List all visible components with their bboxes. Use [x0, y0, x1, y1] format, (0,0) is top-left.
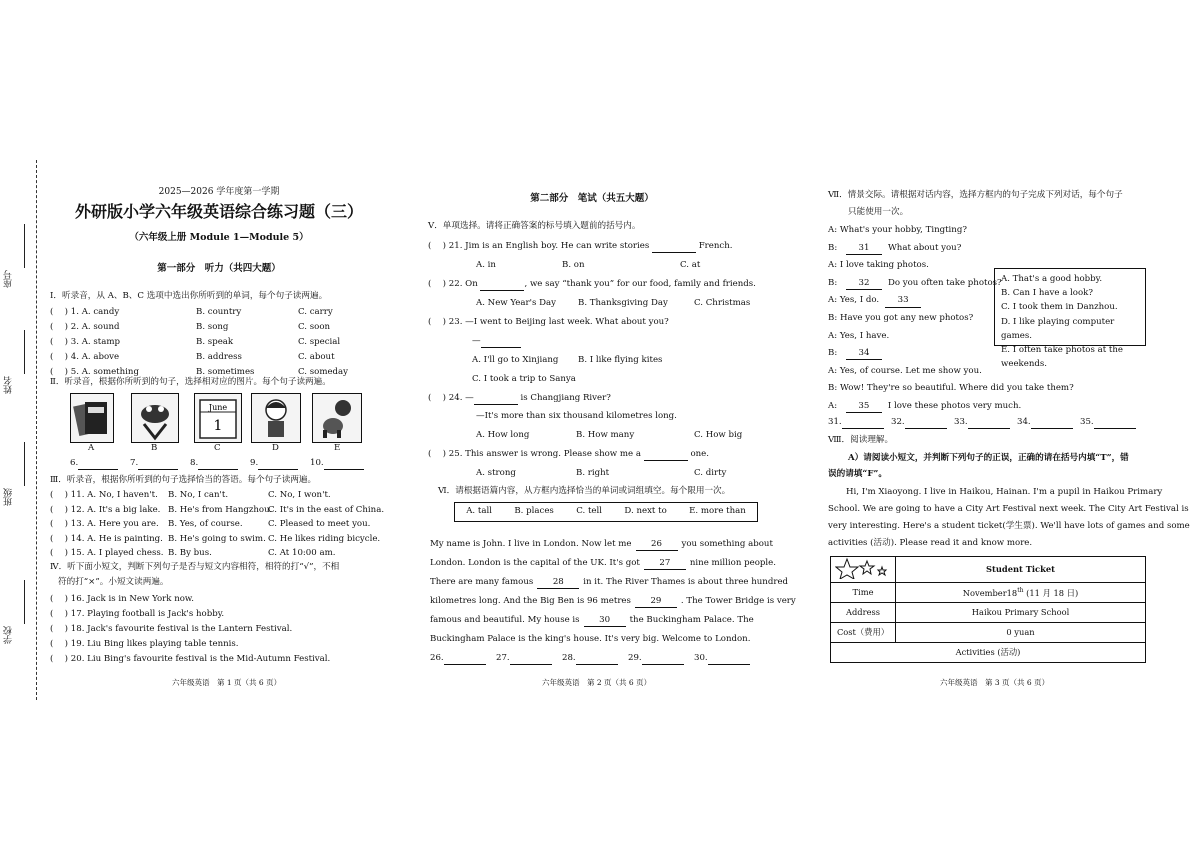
passage-text: famous and beautiful. My house is: [430, 615, 580, 625]
section-5-heading: Ⅴ．单项选择。请将正确答案的标号填入题前的括号内。: [428, 221, 641, 231]
answer-line[interactable]: [905, 417, 947, 429]
ticket-time-main: November18: [962, 587, 1018, 598]
dialog-line-9: [828, 366, 982, 377]
page-title: 外研版小学六年级英语综合练习题（三）: [74, 202, 363, 221]
paragraph-line-1: Hi, I'm Xiaoyong. I live in Haikou, Hainan. I'm a pupil in Haikou Primary: [846, 487, 1163, 497]
q22-end: , we say “thank you” for our food, family and friends.: [524, 279, 756, 289]
passage-blank-27[interactable]: 27: [644, 558, 686, 570]
q25-opt-a: A. strong: [476, 468, 516, 478]
item-5-option-c: C. someday: [298, 367, 349, 377]
ticket-activities: Activities (活动): [831, 642, 1146, 662]
q24-text: ( ) 24. —: [428, 393, 474, 403]
item-2-option-a: ( ) 2. A. sound: [50, 322, 120, 332]
answer-line[interactable]: [444, 653, 486, 665]
dialog-line-8: [828, 348, 888, 360]
answer-blank-number: 34.: [1017, 417, 1031, 427]
q23-opt-c: C. I took a trip to Sanya: [472, 374, 576, 384]
q23-blank[interactable]: [481, 336, 521, 348]
answer-blank-number: 33.: [954, 417, 968, 427]
name-field: [4, 376, 30, 394]
item-12-option-b: B. He's from Hangzhou.: [168, 504, 273, 515]
answer-line[interactable]: [968, 417, 1010, 429]
passage-text: kilometres long. And the Big Ben is 96 metres: [430, 596, 631, 606]
section-7-heading-line2: 只能使用一次。: [848, 207, 909, 217]
ticket-address-value: Haikou Primary School: [896, 602, 1146, 622]
q25-opt-c: C. dirty: [694, 468, 727, 478]
dialog-line-1: [828, 225, 967, 236]
answer-line[interactable]: [1094, 417, 1136, 429]
q24-blank[interactable]: [474, 393, 518, 405]
speaker: B:: [828, 383, 840, 394]
calendar-month: June: [208, 403, 228, 412]
dialog-text: Yes, I have.: [839, 330, 890, 341]
dialog-blank-35[interactable]: 35: [846, 401, 882, 413]
page-2-footer: 六年级英语 第 2 页（共 6 页）: [542, 678, 652, 687]
speaker: A:: [828, 260, 840, 271]
dialog-text: Wow! They're so beautiful. Where did you take them?: [839, 383, 1074, 394]
answer-blank-31[interactable]: [828, 417, 884, 429]
class-line: [24, 442, 25, 486]
dialog-text: Have you got any new photos?: [839, 313, 974, 323]
passage-line-5: [430, 615, 754, 627]
dialog-text: Do you often take photos?: [887, 277, 1002, 288]
q22-opt-b: B. Thanksgiving Day: [578, 298, 668, 308]
ticket-title: Student Ticket: [896, 557, 1146, 583]
answer-blank-number: 31.: [828, 417, 842, 427]
dialog-line-7: [828, 331, 889, 342]
dialog-text: I love taking photos.: [839, 260, 929, 271]
question-25: [428, 449, 709, 461]
ticket-cost-label: Cost（费用）: [831, 622, 896, 642]
passage-line-4: [430, 596, 796, 608]
answer-line[interactable]: [138, 458, 178, 470]
picture-blank-number: 6.: [70, 458, 79, 468]
picture-d-boy: [251, 393, 301, 443]
picture-blank-7[interactable]: [130, 458, 178, 470]
dialog-line-10: [828, 383, 1074, 394]
speaker: A:: [828, 225, 840, 235]
page-1: [44, 0, 394, 849]
section-6-heading: Ⅵ．请根据语篇内容，从方框内选择恰当的单词或词组填空。每个限用一次。: [438, 486, 731, 496]
item-2-option-c: C. soon: [298, 322, 331, 332]
picture-blank-8[interactable]: [190, 458, 238, 470]
judge-item-20: ( ) 20. Liu Bing's favourite festival is the Mid-Autumn Festival.: [50, 654, 331, 664]
dialog-text: What about you?: [887, 242, 962, 253]
section-4-heading-line1: Ⅳ．听下面小短文，判断下列句子是否与短文内容相符，相符的打“√”，不相: [50, 562, 340, 572]
picture-a-books: [70, 393, 114, 443]
section-7-heading-line1: Ⅶ．情景交际。请根据对话内容，选择方框内的句子完成下列对话，每个句子: [828, 190, 1123, 200]
passage-text: the Buckingham Palace. The: [629, 615, 754, 625]
passage-line-3: [430, 577, 788, 589]
q23-answer-line: [472, 336, 521, 348]
speaker: B:: [828, 242, 840, 253]
passage-text: . The Tower Bridge is very: [680, 596, 796, 606]
item-15-option-c: C. At 10:00 am.: [268, 548, 336, 558]
q21-opt-c: C. at: [680, 260, 701, 270]
item-4-option-a: ( ) 4. A. above: [50, 352, 120, 362]
passage-blank-28[interactable]: 28: [537, 577, 579, 589]
item-3-option-a: ( ) 3. A. stamp: [50, 337, 121, 347]
question-21: [428, 241, 733, 253]
item-12-option-c: C. It's in the east of China.: [268, 504, 385, 515]
speaker: A:: [828, 295, 840, 306]
question-24: [428, 393, 611, 405]
answer-blank-number: 29.: [628, 653, 642, 663]
page-3-footer: 六年级英语 第 3 页（共 6 页）: [940, 678, 1050, 687]
seat-field: [4, 270, 30, 288]
passage-blank-30[interactable]: 30: [584, 615, 626, 627]
answer-line[interactable]: [842, 417, 884, 429]
item-1-option-a: ( ) 1. A. candy: [50, 307, 120, 317]
answer-blank-number: 27.: [496, 653, 510, 663]
q23-opt-a: A. I'll go to Xinjiang: [472, 355, 559, 365]
ticket-time-value: [896, 582, 1146, 602]
item-13-option-b: B. Yes, of course.: [168, 519, 243, 529]
item-11-option-c: C. No, I won't.: [268, 490, 331, 500]
passage-blank-29[interactable]: 29: [635, 596, 677, 608]
item-11-option-b: B. No, I can't.: [168, 490, 229, 500]
calendar-day: 1: [213, 418, 223, 434]
item-1-option-b: B. country: [196, 307, 242, 317]
item-13-option-c: C. Pleased to meet you.: [268, 519, 371, 529]
school-field: [4, 626, 30, 644]
class-label: 班级: [4, 488, 14, 506]
answer-line[interactable]: [258, 458, 298, 470]
passage-last-line: Buckingham Palace is the king's house. It's very big. Welcome to London.: [430, 634, 751, 644]
word-option-e: E. more than: [689, 506, 746, 517]
picture-e-dog: [312, 393, 362, 443]
boy-icon: [252, 394, 300, 442]
dialog-line-5: [828, 295, 927, 307]
picture-blank-number: 10.: [310, 458, 324, 468]
passage-blank-26[interactable]: 26: [636, 539, 678, 551]
dialog-text: I love these photos very much.: [887, 401, 1022, 411]
answer-blank-number: 28.: [562, 653, 576, 663]
answer-blank-number: 30.: [694, 653, 708, 663]
section-1-heading: Ⅰ．听录音，从 A、B、C 选项中选出你所听到的单词，每个句子读两遍。: [50, 291, 328, 301]
item-15-option-b: B. By bus.: [168, 548, 212, 558]
books-icon: [71, 394, 113, 442]
item-15-option-a: ( ) 15. A. I played chess.: [50, 548, 164, 558]
dialog-line-11: [828, 401, 1021, 413]
item-11-option-a: ( ) 11. A. No, I haven't.: [50, 490, 158, 500]
seat-label: 座号: [4, 270, 14, 288]
q21-text: ( ) 21. Jim is an English boy. He can write stories: [428, 241, 650, 251]
q21-opt-a: A. in: [476, 260, 496, 270]
picture-label-a: A: [88, 443, 95, 453]
picture-b-nest: [131, 393, 179, 443]
answer-line[interactable]: [576, 653, 618, 665]
section-2-heading: Ⅱ．听录音，根据你所听到的句子，选择相对应的图片。每个句子读两遍。: [50, 377, 331, 387]
dialog-blank-34[interactable]: 34: [846, 348, 882, 360]
q22-opt-a: A. New Year's Day: [476, 298, 556, 308]
passage-text: nine million people.: [689, 558, 776, 568]
dialog-options-box: [994, 268, 1146, 370]
q24-opt-c: C. How big: [694, 430, 743, 440]
dialog-text: Yes, of course. Let me show you.: [839, 365, 982, 376]
section-3-heading: Ⅲ．听录音，根据你所听到的句子选择恰当的答语。每个句子读两遍。: [50, 475, 317, 485]
answer-line[interactable]: [642, 653, 684, 665]
picture-label-e: E: [334, 443, 341, 453]
page-3: [828, 0, 1190, 849]
answer-blank-33[interactable]: [954, 417, 1010, 429]
q24-opt-b: B. How many: [576, 430, 635, 440]
item-1-option-c: C. carry: [298, 307, 333, 317]
q23-dash: —: [472, 336, 481, 346]
passage-text: you something about: [681, 539, 773, 549]
answer-blank-number: 32.: [891, 417, 905, 427]
page-2: [424, 0, 796, 849]
answer-line[interactable]: [1031, 417, 1073, 429]
dialog-line-4: [828, 278, 1002, 290]
picture-blank-number: 9.: [250, 458, 259, 468]
dialog-blank-32[interactable]: 32: [846, 278, 882, 290]
paragraph-line-3: very interesting. Here's a student ticket(学生票). We'll have lots of games and some: [828, 521, 1190, 531]
q25-end: one.: [690, 449, 709, 459]
section-8a-line1: A）请阅读小短文，并判断下列句子的正误，正确的请在括号内填“T”，错: [848, 453, 1129, 463]
q21-blank[interactable]: [652, 241, 696, 253]
class-field: [4, 488, 30, 506]
item-14-option-a: ( ) 14. A. He is painting.: [50, 533, 163, 544]
speaker: A:: [828, 401, 840, 411]
word-option-c: C. tell: [576, 506, 603, 517]
ticket-time-cn: (11 月 18 日): [1023, 587, 1079, 598]
item-3-option-c: C. special: [298, 337, 341, 347]
q22-blank[interactable]: [480, 279, 524, 291]
passage-text: in it. The River Thames is about three hundred: [583, 577, 789, 587]
picture-blank-6[interactable]: [70, 458, 118, 470]
calendar-icon: [195, 394, 241, 442]
paragraph-line-4: activities (活动). Please read it and know more.: [828, 538, 1033, 548]
item-13-option-a: ( ) 13. A. Here you are.: [50, 519, 159, 529]
speaker: A:: [828, 330, 840, 341]
dialog-blank-33[interactable]: 33: [885, 295, 921, 307]
dialog-option-e: E. I often take photos at the weekends.: [1001, 344, 1123, 370]
binding-line: [36, 160, 37, 700]
section-8-heading: Ⅷ．阅读理解。: [828, 435, 894, 445]
item-2-option-b: B. song: [196, 322, 229, 332]
school-line: [24, 580, 25, 624]
question-22: [428, 279, 756, 291]
speaker: B:: [828, 277, 840, 288]
part2-heading: 第二部分 笔试（共五大题）: [530, 193, 654, 204]
passage-text: There are many famous: [430, 577, 534, 587]
item-12-option-a: ( ) 12. A. It's a big lake.: [50, 504, 161, 515]
item-14-option-c: C. He likes riding bicycle.: [268, 533, 381, 544]
word-option-b: B. places: [514, 506, 554, 517]
school-label: 学校: [4, 626, 14, 644]
judge-item-17: ( ) 17. Playing football is Jack's hobby.: [50, 609, 225, 619]
answer-line[interactable]: [324, 458, 364, 470]
dog-icon: [313, 394, 361, 442]
speaker: A:: [828, 365, 840, 376]
dialog-option-d: D. I like playing computer games.: [1001, 316, 1115, 341]
q22-text: ( ) 22. On: [428, 279, 478, 289]
q24-end: is Changjiang River?: [520, 393, 611, 403]
part1-heading: 第一部分 听力（共四大题）: [157, 263, 281, 274]
q23-opt-b: B. I like flying kites: [578, 355, 663, 365]
picture-label-c: C: [214, 443, 221, 453]
ticket-time-sup: th: [1017, 586, 1024, 594]
ticket-address-label: Address: [831, 602, 896, 622]
dialog-text: Yes, I do.: [839, 295, 880, 306]
answer-blank-28[interactable]: [562, 653, 618, 665]
q25-blank[interactable]: [644, 449, 688, 461]
answer-blank-number: 35.: [1080, 417, 1094, 427]
item-4-option-c: C. about: [298, 352, 335, 362]
picture-blank-number: 7.: [130, 458, 139, 468]
picture-label-d: D: [272, 443, 279, 453]
item-5-option-b: B. sometimes: [196, 367, 255, 377]
dialog-line-3: [828, 260, 929, 271]
answer-blank-35[interactable]: [1080, 417, 1136, 429]
item-3-option-b: B. speak: [196, 337, 234, 347]
item-14-option-b: B. He's going to swim.: [168, 533, 266, 544]
page-subtitle: （六年级上册 Module 1—Module 5）: [129, 232, 309, 243]
school-year: 2025—2026 学年度第一学期: [158, 187, 280, 197]
name-line: [24, 330, 25, 374]
answer-blank-26[interactable]: [430, 653, 486, 665]
q24-opt-a: A. How long: [476, 430, 530, 440]
ticket-stars: [831, 557, 896, 583]
ticket-cost-value: 0 yuan: [896, 622, 1146, 642]
name-label: 姓名: [4, 376, 14, 394]
judge-item-19: ( ) 19. Liu Bing likes playing table tennis.: [50, 639, 239, 649]
q24-line2: —It's more than six thousand kilometres long.: [476, 411, 677, 421]
paragraph-line-2: School. We are going to have a City Art Festival next week. The City Art Festival is: [828, 504, 1189, 514]
judge-item-16: ( ) 16. Jack is in New York now.: [50, 594, 195, 604]
dialog-blank-31[interactable]: 31: [846, 243, 882, 255]
word-option-d: D. next to: [624, 506, 667, 517]
passage-text: London. London is the capital of the UK. It's got: [430, 558, 640, 568]
picture-blank-9[interactable]: [250, 458, 298, 470]
seat-line: [24, 224, 25, 268]
section-4-heading-line2: 符的打“×”。小短文读两遍。: [58, 577, 169, 587]
word-option-a: A. tall: [466, 506, 492, 517]
picture-blank-10[interactable]: [310, 458, 364, 470]
answer-line[interactable]: [708, 653, 750, 665]
answer-blank-34[interactable]: [1017, 417, 1073, 429]
question-23: ( ) 23. —I went to Beijing last week. What about you?: [428, 317, 669, 327]
answer-blank-27[interactable]: [496, 653, 552, 665]
dialog-text: What's your hobby, Tingting?: [839, 225, 967, 235]
answer-line[interactable]: [510, 653, 552, 665]
passage-line-2: [430, 558, 776, 570]
answer-blank-32[interactable]: [891, 417, 947, 429]
nest-icon: [132, 394, 178, 442]
section-8a-line2: 误的请填“F”。: [828, 469, 887, 479]
dialog-option-a: A. That's a good hobby.: [1001, 274, 1103, 284]
judge-item-18: ( ) 18. Jack's favourite festival is the Lantern Festival.: [50, 624, 293, 634]
speaker: B:: [828, 313, 840, 323]
word-options-box: [454, 502, 758, 522]
ticket-time-label: Time: [831, 582, 896, 602]
answer-line[interactable]: [78, 458, 118, 470]
answer-blank-30[interactable]: [694, 653, 750, 665]
dialog-option-b: B. Can I have a look?: [1001, 288, 1093, 299]
item-5-option-a: ( ) 5. A. something: [50, 367, 139, 377]
dialog-line-2: [828, 243, 961, 255]
q22-opt-c: C. Christmas: [694, 298, 751, 308]
dialog-line-6: [828, 313, 973, 324]
q25-opt-b: B. right: [576, 468, 610, 478]
q25-text: ( ) 25. This answer is wrong. Please show me a: [428, 449, 641, 459]
page-1-footer: 六年级英语 第 1 页（共 6 页）: [172, 678, 282, 687]
picture-blank-number: 8.: [190, 458, 199, 468]
passage-line-1: [430, 539, 773, 551]
answer-line[interactable]: [198, 458, 238, 470]
dialog-option-c: C. I took them in Danzhou.: [1001, 302, 1118, 313]
q21-opt-b: B. on: [562, 260, 585, 270]
picture-c-calendar: [194, 393, 242, 443]
speaker: B:: [828, 348, 840, 359]
picture-label-b: B: [151, 443, 158, 453]
q21-end: French.: [698, 241, 733, 251]
student-ticket: [830, 556, 1146, 663]
item-4-option-b: B. address: [196, 352, 242, 362]
star-icon: [835, 557, 891, 579]
answer-blank-number: 26.: [430, 653, 444, 663]
answer-blank-29[interactable]: [628, 653, 684, 665]
passage-text: My name is John. I live in London. Now let me: [430, 539, 632, 549]
